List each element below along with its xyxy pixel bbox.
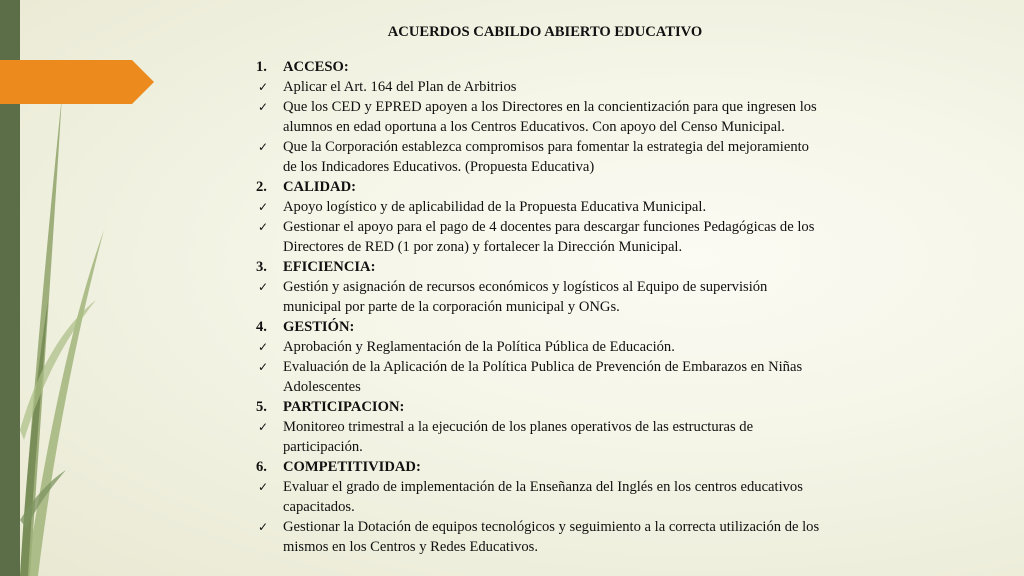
item-text-line: Evaluación de la Aplicación de la Política Publica de Prevención de Embarazos en Niñas bbox=[283, 359, 803, 375]
item-text-line: Monitoreo trimestral a la ejecución de los planes operativos de las estructuras de bbox=[283, 419, 754, 435]
list-item bbox=[256, 477, 826, 517]
item-text-line: Apoyo logístico y de aplicabilidad de la Propuesta Educativa Municipal. bbox=[283, 199, 707, 215]
item-text-line: Que los CED y EPRED apoyen a los Directores en la concientización para que ingresen los bbox=[283, 99, 817, 115]
slide-title: ACUERDOS CABILDO ABIERTO EDUCATIVO bbox=[387, 24, 703, 40]
item-text-line: municipal por parte de la corporación municipal y ONGs. bbox=[283, 299, 620, 315]
item-text-line: Gestionar el apoyo para el pago de 4 docentes para descargar funciones Pedagógicas de los bbox=[283, 219, 815, 235]
item-text bbox=[283, 357, 826, 397]
section-heading bbox=[256, 257, 826, 277]
item-text-line: capacitados. bbox=[283, 499, 355, 515]
section-number: 6. bbox=[256, 459, 267, 475]
list-item bbox=[256, 277, 826, 317]
item-text bbox=[283, 77, 826, 97]
section-label: COMPETITIVIDAD: bbox=[283, 459, 421, 475]
item-text-line: alumnos en edad oportuna a los Centros Educativos. Con apoyo del Censo Municipal. bbox=[283, 119, 785, 135]
section-heading bbox=[256, 457, 826, 477]
checkmark-icon: ✓ bbox=[258, 340, 269, 354]
item-text-line: Aprobación y Reglamentación de la Política Pública de Educación. bbox=[283, 339, 675, 355]
list-item bbox=[256, 97, 826, 137]
slide-content bbox=[256, 17, 826, 557]
checkmark-icon: ✓ bbox=[258, 420, 269, 434]
section-heading bbox=[256, 317, 826, 337]
section-number: 2. bbox=[256, 179, 267, 195]
section-heading bbox=[256, 397, 826, 417]
item-text bbox=[283, 337, 826, 357]
checkmark-icon: ✓ bbox=[258, 100, 269, 114]
item-text bbox=[283, 197, 826, 217]
list-item bbox=[256, 137, 826, 177]
item-text bbox=[283, 417, 826, 457]
item-text-line: mismos en los Centros y Redes Educativos. bbox=[283, 539, 538, 555]
section-label: CALIDAD: bbox=[283, 179, 356, 195]
item-text-line: Aplicar el Art. 164 del Plan de Arbitrios bbox=[283, 79, 517, 95]
section-number: 3. bbox=[256, 259, 267, 275]
section-number: 4. bbox=[256, 319, 267, 335]
orange-arrow-shape bbox=[0, 60, 160, 104]
item-text-line: Que la Corporación establezca compromisos para fomentar la estrategia del mejoramiento bbox=[283, 139, 809, 155]
section-label: GESTIÓN: bbox=[283, 319, 355, 335]
section-heading bbox=[256, 177, 826, 197]
section-number: 1. bbox=[256, 59, 267, 75]
section-label: PARTICIPACION: bbox=[283, 399, 405, 415]
list-item bbox=[256, 217, 826, 257]
item-text bbox=[283, 277, 826, 317]
item-text-line: Evaluar el grado de implementación de la Enseñanza del Inglés en los centros educativos bbox=[283, 479, 803, 495]
item-text bbox=[283, 137, 826, 177]
item-text-line: Directores de RED (1 por zona) y fortalecer la Dirección Municipal. bbox=[283, 239, 683, 255]
item-text bbox=[283, 97, 826, 137]
list-item bbox=[256, 517, 826, 557]
item-text-line: Gestionar la Dotación de equipos tecnológicos y seguimiento a la correcta utilización de los bbox=[283, 519, 820, 535]
item-text-line: Adolescentes bbox=[283, 379, 361, 395]
item-text-line: participación. bbox=[283, 439, 363, 455]
checkmark-icon: ✓ bbox=[258, 220, 269, 234]
item-text bbox=[283, 477, 826, 517]
section-number: 5. bbox=[256, 399, 267, 415]
section-label: ACCESO: bbox=[283, 59, 349, 75]
item-text bbox=[283, 517, 826, 557]
list-item bbox=[256, 337, 826, 357]
sections-list bbox=[256, 57, 826, 557]
checkmark-icon: ✓ bbox=[258, 520, 269, 534]
checkmark-icon: ✓ bbox=[258, 200, 269, 214]
section-label: EFICIENCIA: bbox=[283, 259, 376, 275]
list-item bbox=[256, 77, 826, 97]
list-item bbox=[256, 197, 826, 217]
checkmark-icon: ✓ bbox=[258, 480, 269, 494]
list-item bbox=[256, 357, 826, 397]
checkmark-icon: ✓ bbox=[258, 360, 269, 374]
item-text-line: de los Indicadores Educativos. (Propuesta Educativa) bbox=[283, 159, 595, 175]
list-item bbox=[256, 417, 826, 457]
section-heading bbox=[256, 57, 826, 77]
item-text-line: Gestión y asignación de recursos económicos y logísticos al Equipo de supervisión bbox=[283, 279, 768, 295]
checkmark-icon: ✓ bbox=[258, 280, 269, 294]
item-text bbox=[283, 217, 826, 257]
checkmark-icon: ✓ bbox=[258, 80, 269, 94]
checkmark-icon: ✓ bbox=[258, 140, 269, 154]
